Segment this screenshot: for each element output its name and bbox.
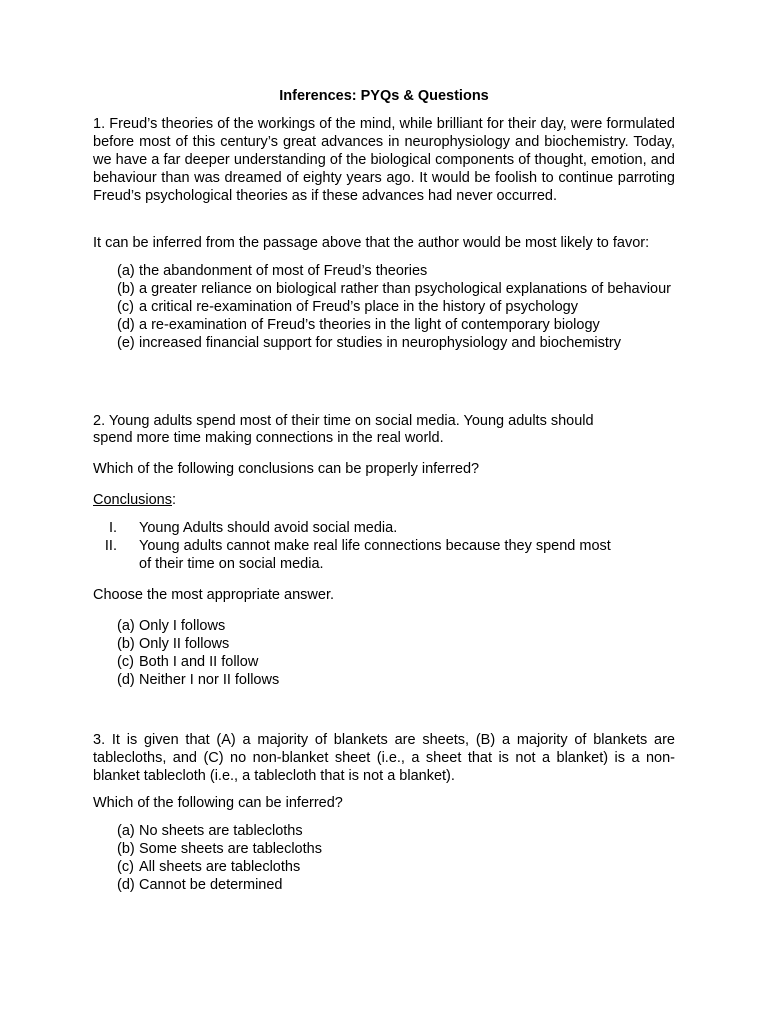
option-text: a greater reliance on biological rather than psychological explanations of behaviour (139, 281, 672, 297)
conclusion-text (139, 519, 675, 537)
option-text: All sheets are tablecloths (139, 859, 301, 875)
option-text: increased financial support for studies in neurophysiology and biochemistry (139, 335, 621, 351)
conclusion-line: of their time on social media. (139, 556, 324, 572)
option-text: the abandonment of most of Freud’s theories (139, 263, 428, 279)
conclusion-line: Young Adults should avoid social media. (139, 520, 398, 536)
option-text: a re-examination of Freud’s theories in the light of contemporary biology (139, 317, 600, 333)
option-text: Some sheets are tablecloths (139, 841, 322, 857)
q1-options (117, 262, 677, 352)
conclusions-list (93, 519, 675, 573)
option-item (117, 316, 677, 334)
option-item (117, 822, 677, 840)
conclusion-item (93, 537, 675, 573)
option-text: Cannot be determined (139, 877, 283, 893)
conclusion-number: I. (108, 520, 117, 536)
q1-passage: 1. Freud’s theories of the workings of the mind, while brilliant for their day, were formulated before most of this century’s great advances in neurophysiology and biochemistry. Today, we have a far deeper understanding of the biological components of thought, emotion, and behaviour than was dreamed of eighty years ago. It would be foolish to continue parroting Freud’s psychological theories as if these advances had never occurred. (93, 116, 675, 204)
q2-prompt: Choose the most appropriate answer. (93, 587, 334, 603)
conclusion-number: II. (104, 538, 117, 554)
conclusions-colon: : (172, 492, 177, 508)
q2-line-2: spend more time making connections in the real world. (93, 430, 444, 446)
option-item (117, 298, 677, 316)
option-label: (a) (117, 263, 135, 279)
option-text: No sheets are tablecloths (139, 823, 303, 839)
option-label: (e) (117, 335, 135, 351)
q3-passage: 3. It is given that (A) a majority of blankets are sheets, (B) a majority of blankets are tablecloths, and (C) no non-blanket sheet (i.e., a sheet that is not a blanket) is a non-blanket tablecloth (i.e., a tablecloth that is not a blanket). (93, 732, 675, 784)
q2-options (117, 617, 677, 689)
option-text: Both I and II follow (139, 654, 259, 670)
option-item (117, 334, 677, 352)
option-text: a critical re-examination of Freud’s place in the history of psychology (139, 299, 578, 315)
option-item (117, 671, 677, 689)
q2-line-1: 2. Young adults spend most of their time on social media. Young adults should (93, 413, 594, 429)
conclusion-line: Young adults cannot make real life connections because they spend most (139, 538, 611, 554)
q2-question: Which of the following conclusions can be properly inferred? (93, 461, 480, 477)
option-item (117, 858, 677, 876)
option-label: (d) (117, 672, 135, 688)
option-item (117, 635, 677, 653)
option-text: Only I follows (139, 618, 226, 634)
option-item (117, 280, 677, 298)
conclusions-label: Conclusions (93, 492, 172, 508)
option-item (117, 653, 677, 671)
option-text: Neither I nor II follows (139, 672, 280, 688)
option-item (117, 617, 677, 635)
option-item (117, 262, 677, 280)
option-label: (c) (117, 299, 134, 315)
option-item (117, 876, 677, 894)
option-item (117, 840, 677, 858)
option-label: (c) (117, 654, 134, 670)
option-label: (b) (117, 841, 135, 857)
conclusion-item (93, 519, 675, 537)
option-label: (d) (117, 877, 135, 893)
page-title: Inferences: PYQs & Questions (279, 88, 489, 104)
option-label: (a) (117, 823, 135, 839)
option-label: (b) (117, 636, 135, 652)
q3-options (117, 822, 677, 894)
option-label: (a) (117, 618, 135, 634)
option-label: (b) (117, 281, 135, 297)
option-label: (c) (117, 859, 134, 875)
q3-question: Which of the following can be inferred? (93, 795, 343, 811)
q1-question: It can be inferred from the passage above that the author would be most likely to favor: (93, 235, 650, 251)
option-text: Only II follows (139, 636, 230, 652)
conclusions-heading (93, 491, 675, 509)
option-label: (d) (117, 317, 135, 333)
conclusion-text (139, 537, 675, 573)
